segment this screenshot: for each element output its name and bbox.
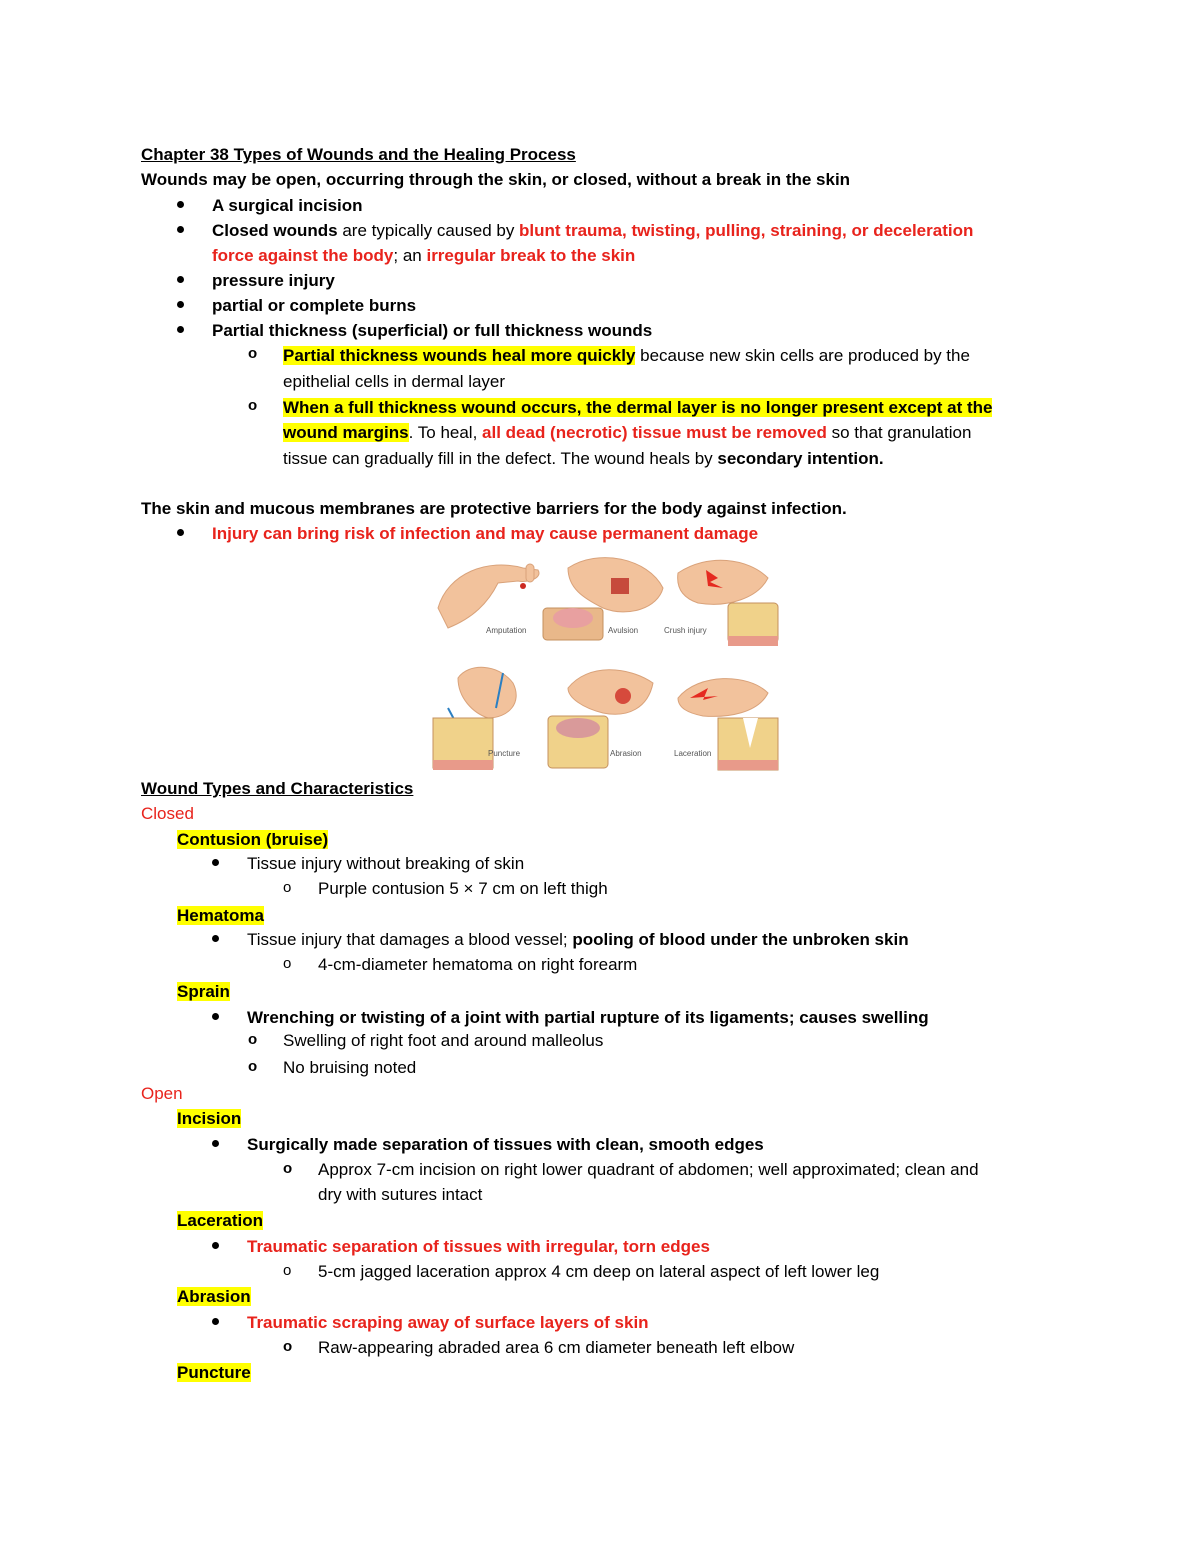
bullet-surgical-incision: A surgical incision	[212, 196, 363, 215]
label-puncture: Puncture	[488, 749, 521, 758]
bullet-icon	[212, 1013, 219, 1020]
intro-text: Wounds may be open, occurring through the skin, or closed, without a break in the skin	[141, 170, 851, 189]
section-heading: Wound Types and Characteristics	[141, 779, 414, 798]
label-avulsion: Avulsion	[608, 626, 639, 635]
laceration-example: 5-cm jagged laceration approx 4 cm deep on lateral aspect of left lower leg	[318, 1262, 880, 1281]
bullet-burns: partial or complete burns	[212, 296, 417, 315]
sub-bullet-icon: o	[248, 345, 258, 362]
label-amputation: Amputation	[486, 626, 527, 635]
label-crush-injury: Crush injury	[664, 626, 707, 635]
laceration-heading: Laceration	[177, 1211, 263, 1230]
bullet-icon	[212, 1140, 219, 1147]
bullet-closed-wounds: Closed wounds are typically caused by blunt trauma, twisting, pulling, straining, or deceleration	[212, 221, 974, 240]
incision-desc: Surgically made separation of tissues with clean, smooth edges	[247, 1135, 764, 1154]
sprain-desc: Wrenching or twisting of a joint with partial rupture of its ligaments; causes swelling	[247, 1008, 929, 1027]
sub-bullet-icon: o	[283, 1338, 293, 1355]
label-laceration: Laceration	[674, 749, 712, 758]
sub-full-thickness: When a full thickness wound occurs, the dermal layer is no longer present except at the	[283, 398, 993, 417]
sprain-heading: Sprain	[177, 982, 230, 1001]
incision-example-cont: dry with sutures intact	[318, 1185, 483, 1204]
sub-bullet-icon: o	[248, 1058, 258, 1075]
wound-types-figure	[428, 548, 782, 776]
bullet-icon	[177, 226, 184, 233]
sub-partial-thickness: Partial thickness wounds heal more quickly because new skin cells are produced by the	[283, 346, 970, 365]
sub-bullet-icon: o	[283, 879, 292, 896]
abrasion-desc: Traumatic scraping away of surface layers of skin	[247, 1313, 649, 1332]
bullet-pressure-injury: pressure injury	[212, 271, 335, 290]
avulsion-illustration	[543, 558, 663, 640]
bullet-icon	[177, 326, 184, 333]
hematoma-example: 4-cm-diameter hematoma on right forearm	[318, 955, 638, 974]
sub-bullet-icon: o	[283, 1262, 292, 1279]
contusion-heading: Contusion (bruise)	[177, 830, 329, 849]
sub-full-thickness-cont2: tissue can gradually fill in the defect. The wound heals by secondary intention.	[283, 449, 884, 468]
sub-full-thickness-cont: wound margins. To heal, all dead (necrotic) tissue must be removed so that granulation	[283, 423, 972, 442]
hematoma-heading: Hematoma	[177, 906, 264, 925]
sprain-example-1: Swelling of right foot and around malleolus	[283, 1031, 604, 1050]
bullet-icon	[212, 859, 219, 866]
bullet-icon	[212, 935, 219, 942]
bullet-icon	[212, 1318, 219, 1325]
puncture-heading: Puncture	[177, 1363, 251, 1382]
incision-example: Approx 7-cm incision on right lower quadrant of abdomen; well approximated; clean and	[318, 1160, 979, 1179]
bullet-thickness: Partial thickness (superficial) or full thickness wounds	[212, 321, 653, 340]
bullet-icon	[177, 276, 184, 283]
bullet-icon	[212, 1242, 219, 1249]
sprain-example-2: No bruising noted	[283, 1058, 417, 1077]
bullet-icon	[177, 201, 184, 208]
bullet-icon	[177, 529, 184, 536]
sub-bullet-icon: o	[248, 1031, 258, 1048]
incision-heading: Incision	[177, 1109, 242, 1128]
bullet-infection-risk: Injury can bring risk of infection and may cause permanent damage	[212, 524, 759, 543]
label-abrasion: Abrasion	[610, 749, 642, 758]
bullet-icon	[177, 301, 184, 308]
sub-bullet-icon: o	[248, 397, 258, 414]
page-title: Chapter 38 Types of Wounds and the Healing Process	[141, 145, 576, 164]
laceration-desc: Traumatic separation of tissues with irregular, torn edges	[247, 1237, 710, 1256]
hematoma-desc: Tissue injury that damages a blood vessel; pooling of blood under the unbroken skin	[247, 930, 909, 949]
sub-bullet-icon: o	[283, 955, 292, 972]
sub-bullet-icon: o	[283, 1160, 293, 1177]
open-heading: Open	[141, 1084, 183, 1103]
abrasion-heading: Abrasion	[177, 1287, 251, 1306]
barriers-text: The skin and mucous membranes are protective barriers for the body against infection.	[141, 499, 847, 518]
abrasion-example: Raw-appearing abraded area 6 cm diameter beneath left elbow	[318, 1338, 795, 1357]
bullet-closed-wounds-cont: force against the body; an irregular break to the skin	[212, 246, 636, 265]
amputation-illustration	[438, 564, 539, 628]
closed-heading: Closed	[141, 804, 194, 823]
contusion-desc: Tissue injury without breaking of skin	[247, 854, 525, 873]
sub-partial-thickness-cont: epithelial cells in dermal layer	[283, 372, 506, 391]
contusion-example: Purple contusion 5 × 7 cm on left thigh	[318, 879, 608, 898]
